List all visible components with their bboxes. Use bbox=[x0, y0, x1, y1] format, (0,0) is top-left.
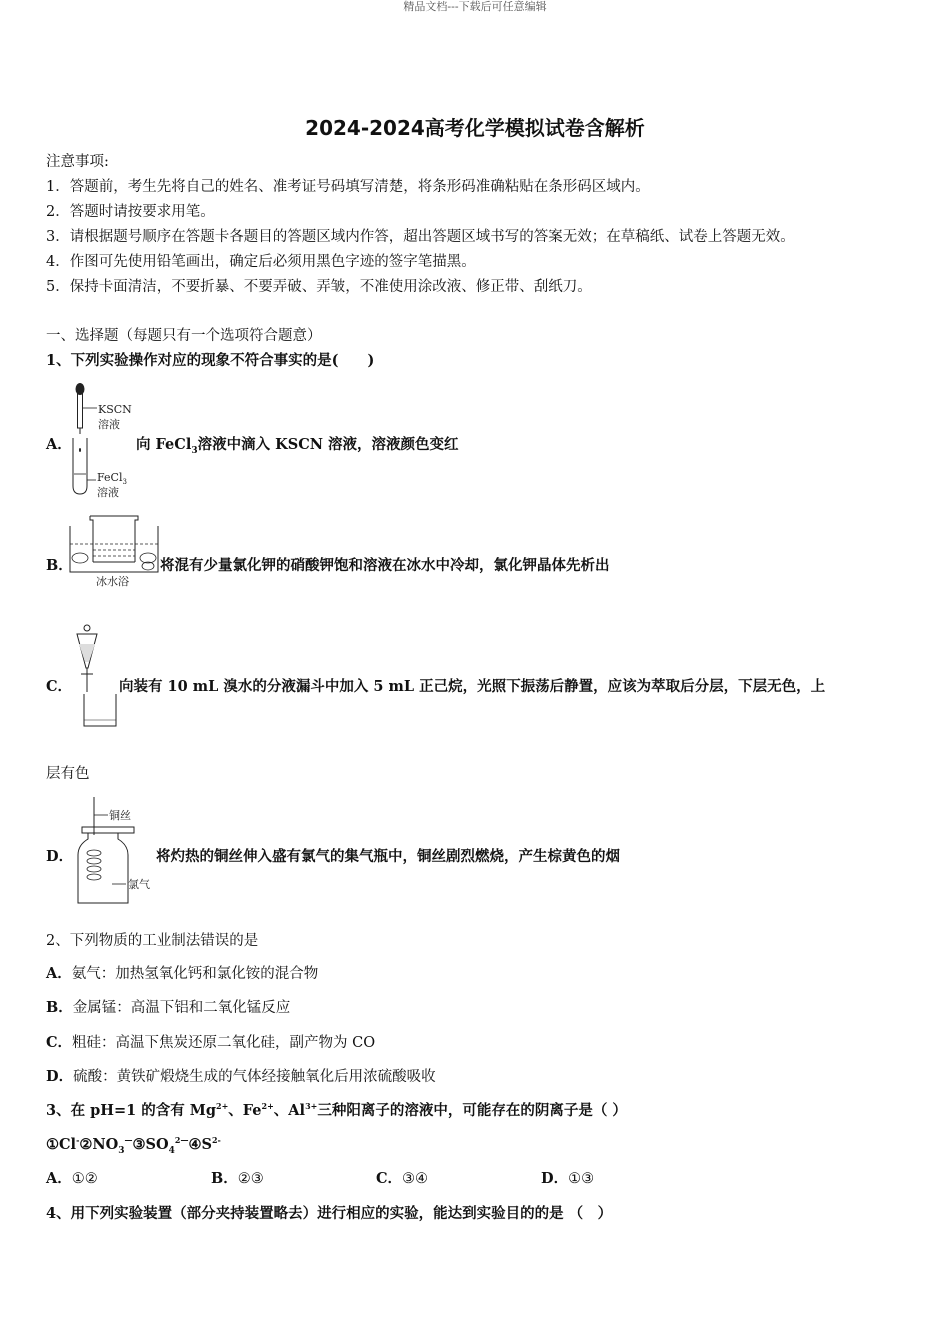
fig-label-fecl3: FeCl$_3$ bbox=[97, 471, 127, 486]
notice-item: 3．请根据题号顺序在答题卡各题目的答题区域内作答，超出答题区域书写的答案无效；在草稿纸、试卷上答题无效。 bbox=[46, 229, 795, 245]
option: A．①② bbox=[46, 1170, 98, 1187]
gas-jar-figure bbox=[72, 795, 162, 907]
fig-label-chlorine: 氯气 bbox=[128, 878, 150, 891]
option: C．粗硅：高温下焦炭还原二氧化硅，副产物为 CO bbox=[46, 1034, 376, 1051]
notice-item: 4．作图可先使用铅笔画出，确定后必须用黑色字迹的签字笔描黑。 bbox=[46, 254, 476, 270]
ion-list: $①Cl^-②NO_3^—③SO_4^{2—}④S^{2-}$ bbox=[46, 1135, 221, 1156]
page-title: 2024-2024高考化学模拟试卷含解析 bbox=[305, 116, 645, 140]
option-label: B． bbox=[46, 557, 73, 574]
option: B．②③ bbox=[211, 1170, 264, 1187]
notice-item: 5．保持卡面清洁，不要折暴、不要弄破、弄皱，不准使用涂改液、修正带、刮纸刀。 bbox=[46, 279, 592, 295]
fig-label-kscn: KSCN bbox=[98, 403, 132, 416]
option-label: C． bbox=[46, 678, 73, 695]
question-2-stem: 2、下列物质的工业制法错误的是 bbox=[46, 933, 259, 949]
notice-item: 2．答题时请按要求用笔。 bbox=[46, 204, 215, 220]
ice-bath-figure bbox=[68, 514, 168, 590]
fig-label-solution: 溶液 bbox=[97, 486, 119, 499]
question-3-stem: 3、在 pH=1 的含有 $Mg^{2+}$、$Fe^{2+}$、$Al^{3+}$三种阳离子的溶液中，可能存在的阴离子是（ ） bbox=[46, 1101, 627, 1119]
fig-label-copper-wire: 铜丝 bbox=[109, 809, 131, 822]
fig-label-ice-bath: 冰水浴 bbox=[96, 575, 129, 588]
option-label: A． bbox=[46, 436, 72, 453]
option-text-continued: 层有色 bbox=[46, 766, 90, 782]
question-1-stem: 1、下列实验操作对应的现象不符合事实的是( ) bbox=[46, 352, 375, 369]
option-text: 向装有 10 mL 溴水的分液漏斗中加入 5 mL 正己烷，光照下振荡后静置，应该为萃取后分层，下层无色，上 bbox=[119, 678, 826, 695]
option-text: 向 FeCl$_3$溶液中滴入 KSCN 溶液，溶液颜色变红 bbox=[136, 436, 459, 456]
separatory-funnel-figure bbox=[70, 622, 120, 730]
option-label: D． bbox=[46, 848, 74, 865]
notice-item: 1．答题前，考生先将自己的姓名、准考证号码填写清楚，将条形码准确粘贴在条形码区域内。 bbox=[46, 179, 650, 195]
option: D．①③ bbox=[541, 1170, 595, 1187]
option: C．③④ bbox=[376, 1170, 429, 1187]
option: B．金属锰：高温下铝和二氧化锰反应 bbox=[46, 999, 291, 1016]
option: A．氨气：加热氢氧化钙和氯化铵的混合物 bbox=[46, 965, 319, 982]
fig-label-solution: 溶液 bbox=[98, 418, 120, 431]
option: D．硫酸：黄铁矿煅烧生成的气体经接触氧化后用浓硫酸吸收 bbox=[46, 1068, 436, 1085]
notice-heading: 注意事项: bbox=[46, 154, 109, 170]
option-text: 将灼热的铜丝伸入盛有氯气的集气瓶中，铜丝剧烈燃烧，产生棕黄色的烟 bbox=[156, 848, 620, 865]
watermark: 精品文档---下载后可任意编辑 bbox=[403, 0, 547, 13]
option-text: 将混有少量氯化钾的硝酸钾饱和溶液在冰水中冷却，氯化钾晶体先析出 bbox=[160, 557, 610, 574]
section-heading: 一、选择题（每题只有一个选项符合题意） bbox=[46, 328, 322, 344]
question-4-stem: 4、用下列实验装置（部分夹持装置略去）进行相应的实验，能达到实验目的的是 （ ） bbox=[46, 1205, 613, 1222]
